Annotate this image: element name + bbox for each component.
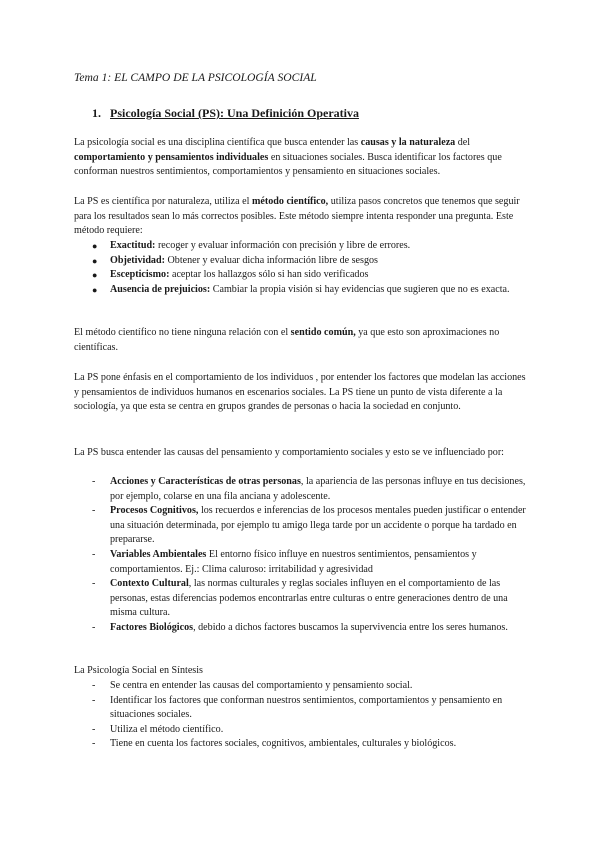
list-item [92, 694, 528, 723]
bold-term: Contexto Cultural [110, 578, 189, 590]
bullet-marker: ● [92, 241, 98, 251]
text-run: utiliza pasos concretos que tenemos que seguir para los resultados sean lo más correctos posibles. Este método siempre intenta responder una pregunta. Este método requiere: [74, 196, 520, 237]
bold-term: comportamiento y pensamientos individuales [74, 151, 269, 163]
list-item [92, 723, 528, 738]
dash-marker: - [92, 548, 96, 560]
section-heading [92, 106, 532, 121]
dash-marker: - [92, 505, 96, 517]
list-item [92, 283, 528, 298]
bold-term: Procesos Cognitivos, [110, 505, 199, 517]
item-text: Se centra en entender las causas del comportamiento y pensamiento social. [110, 680, 413, 691]
bold-term: causas y la naturaleza [360, 137, 456, 148]
text-run: en situaciones sociales. Busca identificar los factores que conforman nuestros sentimientos, comportamientos y pensamiento en situaciones sociales. [74, 151, 502, 178]
list-item [92, 577, 528, 621]
bold-term: Exactitud: [110, 240, 156, 251]
bullet-marker: ● [92, 270, 98, 281]
item-text: Cambiar la propia visión si hay evidencias que sugieren que no es exacta. [210, 283, 510, 295]
bold-term: Variables Ambientales [110, 548, 207, 560]
emphasis-paragraph: La PS pone énfasis en el comportamiento de los individuos , por entender los factores que modelan las acciones y pensamientos de individuos humanos en escenarios sociales. La PS tiene un punto de vista diferente a la sociología, ya que esta se centra en grupos grandes de personas o hacia la sociedad en conjunto. [74, 372, 526, 413]
item-text: , debido a dichos factores buscamos la supervivencia entre los seres humanos. [193, 621, 508, 633]
list-item [92, 239, 528, 254]
item-text: , las normas culturales y reglas sociales influyen en el comportamiento de las personas, estas diferencias podemos encontrarlas entre culturas o entre generaciones dentro de una misma cultura. [110, 578, 508, 619]
item-text: Obtener y evaluar dicha información libre de sesgos [164, 254, 378, 266]
list-item [92, 679, 528, 694]
bold-term: método científico, [251, 196, 329, 207]
bullet-marker: ● [92, 284, 98, 295]
dash-marker: - [92, 578, 96, 590]
list-item [92, 475, 528, 504]
item-text: recoger y evaluar información con precisión y libre de errores. [155, 240, 411, 251]
bold-term: Escepticismo: [110, 269, 170, 281]
bold-term: Objetividad: [110, 254, 165, 266]
dash-marker: - [92, 680, 96, 691]
dash-marker: - [92, 723, 96, 735]
text-run: ya que esto son aproximaciones no científicas. [74, 327, 500, 353]
definition-paragraph [74, 136, 530, 180]
list-item [92, 737, 528, 752]
list-item [92, 254, 528, 269]
text-run: La PS es científica por naturaleza, utiliza el [74, 196, 252, 207]
bullet-marker: ● [92, 255, 98, 266]
text-run: El método científico no tiene ninguna relación con el [74, 327, 291, 338]
causes-paragraph: La PS busca entender las causas del pensamiento y comportamiento sociales y esto se ve influenciado por: [74, 447, 504, 458]
scientific-method-paragraph [74, 195, 530, 239]
bold-term: Acciones y Características de otras personas [110, 476, 301, 487]
text-run: del [455, 137, 471, 148]
requirements-list [92, 239, 528, 297]
topic-title: Tema 1: EL CAMPO DE LA PSICOLOGÍA SOCIAL [74, 71, 317, 84]
bold-term: Factores Biológicos [110, 621, 194, 633]
item-text: Identificar los factores que conforman nuestros sentimientos, comportamientos y pensamiento en situaciones sociales. [110, 694, 503, 721]
dash-marker: - [92, 738, 96, 750]
item-text: aceptar los hallazgos sólo si han sido verificados [169, 269, 369, 281]
common-sense-paragraph [74, 326, 530, 355]
list-item [92, 504, 528, 548]
section-number: 1. [92, 106, 101, 120]
list-item [92, 268, 528, 283]
item-text: El entorno físico influye en nuestros sentimientos, pensamientos y comportamientos. Ej.: Clima caluroso: irritabilidad y agresividad [110, 548, 477, 575]
factors-list [92, 475, 528, 636]
dash-marker: - [92, 694, 96, 706]
summary-title: La Psicología Social en Síntesis [74, 665, 203, 676]
dash-marker: - [92, 476, 96, 487]
bold-term: Ausencia de prejuicios: [110, 283, 211, 295]
bold-term: sentido común, [290, 327, 356, 338]
summary-list [92, 679, 528, 752]
text-run: La psicología social es una disciplina científica que busca entender las [74, 137, 361, 148]
list-item [92, 621, 528, 636]
list-item [92, 548, 528, 577]
item-text: , la apariencia de las personas influye en tus decisiones, por ejemplo, colarse en una fila anciana y adolescente. [110, 476, 526, 502]
section-heading-text: Psicología Social (PS): Una Definición Operativa [110, 106, 359, 120]
item-text: Tiene en cuenta los factores sociales, cognitivos, ambientales, culturales y biológicos. [110, 738, 457, 750]
item-text: Utiliza el método científico. [110, 723, 224, 735]
item-text: los recuerdos e inferencias de los procesos mentales pueden justificar o entender una situación determinada, por ejemplo tu amigo llega tarde por un accidente o porque ha tardado en prepararse. [110, 505, 526, 546]
dash-marker: - [92, 621, 96, 633]
